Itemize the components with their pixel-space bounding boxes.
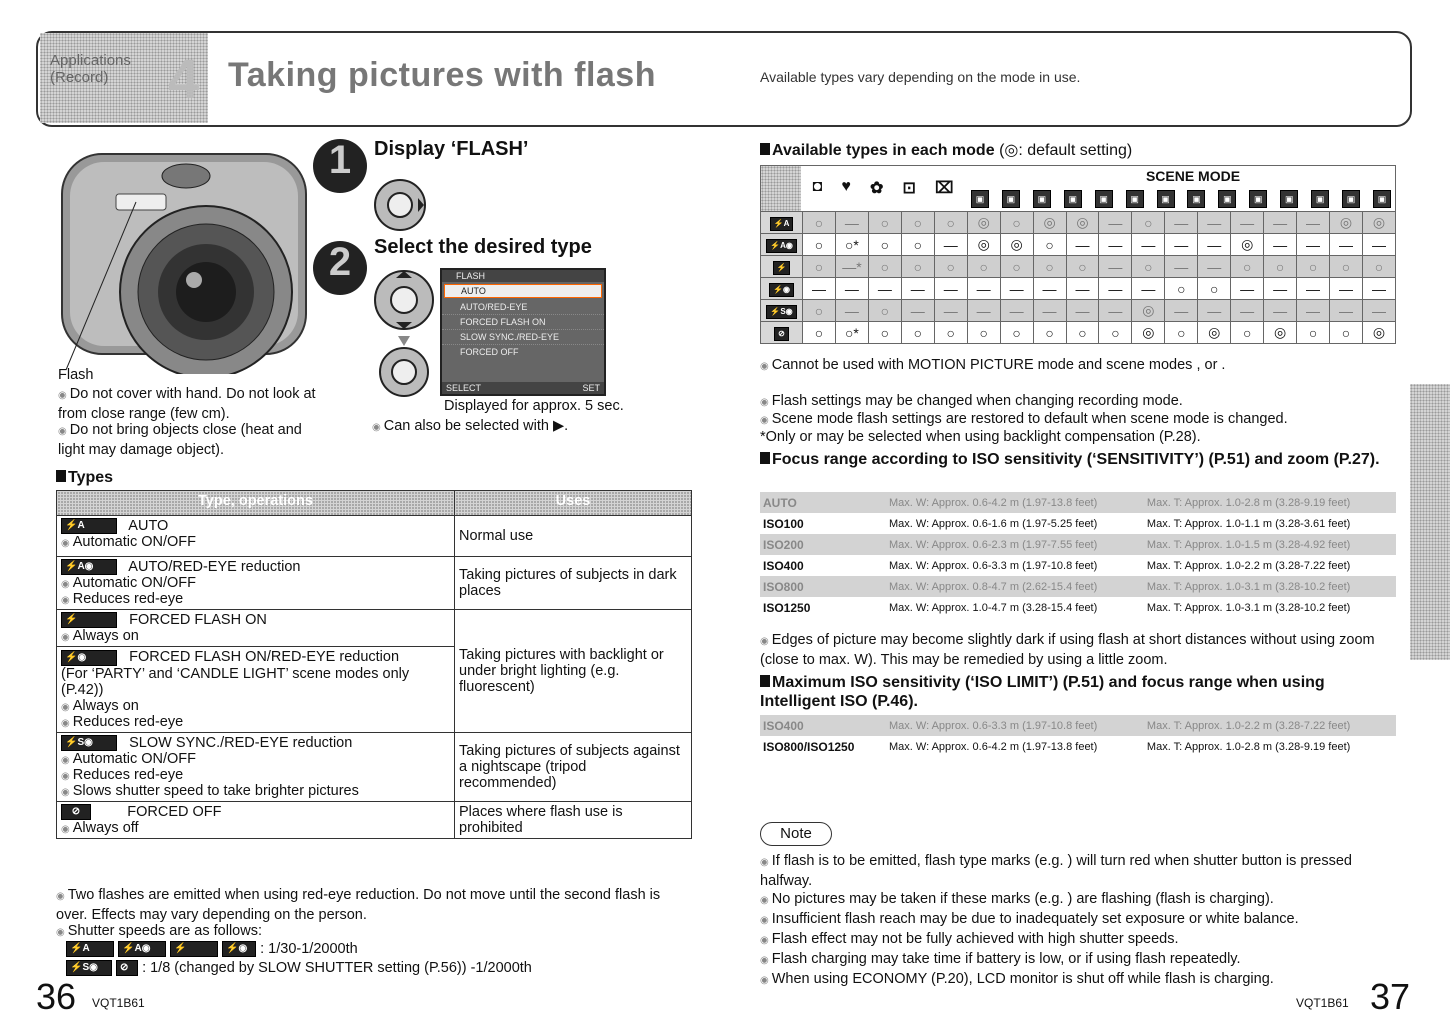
- type-detail: ◉ Reduces red-eye: [61, 767, 450, 783]
- mode-cell: —: [901, 278, 934, 300]
- iso-range: Max. T: Approx. 1.0-1.5 m (3.28-4.92 feet): [1144, 534, 1396, 555]
- mode-cell: —: [1231, 278, 1264, 300]
- scene-mode-icon: ▣: [1249, 190, 1267, 208]
- type-detail: ◉ Automatic ON/OFF: [61, 575, 450, 591]
- mode-cell: ○: [868, 300, 901, 322]
- mode-cell: —: [1198, 234, 1231, 256]
- type-row: [57, 801, 455, 838]
- mode-cell: —: [1000, 278, 1033, 300]
- note-list: [760, 852, 1390, 990]
- note-item: ◉ Flash charging may take time if battery is low, or if using flash repeatedly.: [760, 950, 1390, 970]
- step1-title: Display ‘FLASH’: [374, 138, 529, 160]
- iso-label: ISO400: [763, 558, 804, 573]
- side-tab: [1410, 384, 1450, 660]
- mode-cell: —: [1198, 212, 1231, 234]
- flash-slow-sync-icon: ⚡S◉: [66, 960, 112, 976]
- iso-row: [760, 736, 1396, 757]
- iso-row: [760, 597, 1396, 618]
- mode-cell: ◎: [1231, 234, 1264, 256]
- macro-mode-icon: ✿: [869, 180, 884, 197]
- mode-cell: ○: [1066, 256, 1099, 278]
- iso-range: Max. W: Approx. 0.6-1.6 m (1.97-5.25 feet): [889, 517, 1098, 530]
- scene-mode-icon: ▣: [1311, 190, 1329, 208]
- type-use: Normal use: [455, 516, 692, 557]
- type-detail: ◉ Reduces red-eye: [61, 714, 450, 730]
- camera-note: ◉ Do not cover with hand. Do not look at from close range (few cm).: [58, 385, 320, 423]
- iso-label: AUTO: [760, 492, 886, 513]
- max-iso-heading-text: Maximum ISO sensitivity (‘ISO LIMIT’) (P.51) and focus range when using Intelligent ISO (P.46).: [760, 674, 1325, 710]
- type-detail: ◉ Automatic ON/OFF: [61, 534, 450, 550]
- col-operations-header: Type, operations: [57, 491, 455, 516]
- intelligent-mode-icon: ⊡: [902, 180, 916, 197]
- type-name: AUTO: [128, 518, 169, 534]
- mode-cell: —: [967, 300, 1000, 322]
- mode-cell: —: [1165, 234, 1198, 256]
- type-detail: ◉ Automatic ON/OFF: [61, 751, 450, 767]
- iso-row: [760, 534, 1396, 555]
- camera-mode-icon: ◘: [812, 178, 823, 195]
- flash-auto-icon: ⚡A: [66, 941, 114, 957]
- iso-label: ISO400: [760, 715, 886, 736]
- flash-forced-on-icon: ⚡: [170, 941, 218, 957]
- mode-cell: ○: [803, 234, 836, 256]
- flash-auto-redeye-icon: ⚡A◉: [61, 559, 117, 575]
- lcd-item: FORCED FLASH ON: [442, 315, 604, 330]
- iso-range: Max. T: Approx. 1.0-2.8 m (3.28-9.19 feet): [1146, 740, 1351, 753]
- iso-label: ISO800: [760, 576, 886, 597]
- mode-cell: ○: [1362, 256, 1395, 278]
- mode-cell: ○: [1066, 322, 1099, 344]
- available-heading-text: Available types in each mode: [772, 142, 995, 159]
- type-name: FORCED OFF: [127, 803, 222, 820]
- flash-forced-on-redeye-icon: ⚡◉: [222, 941, 256, 957]
- step2-title: Select the desired type: [374, 236, 592, 258]
- mode-cell: ◎: [1362, 322, 1395, 344]
- mode-table: [760, 211, 1396, 344]
- mode-cell: ○: [1033, 256, 1066, 278]
- shutter-speed-2: [66, 959, 532, 977]
- lcd-header: FLASH: [442, 270, 604, 282]
- mode-cell: ○: [803, 212, 836, 234]
- mode-cell: ○: [803, 300, 836, 322]
- mode-row: [761, 212, 1396, 234]
- type-detail: ◉ Always off: [61, 820, 450, 836]
- mode-cell: ○: [1000, 322, 1033, 344]
- mode-cell: ○: [1330, 322, 1363, 344]
- type-row: [57, 557, 455, 610]
- iso-row: [760, 715, 1396, 736]
- type-detail: ◉ Always on: [61, 698, 450, 714]
- mode-cell: —: [868, 278, 901, 300]
- camera-note: ◉ Do not bring objects close (heat and light may damage object).: [58, 421, 320, 459]
- scene-mode-icon: ▣: [1126, 190, 1144, 208]
- scene-mode-icon: ▣: [1373, 190, 1391, 208]
- mode-cell: —: [1231, 300, 1264, 322]
- mode-cell: —: [1362, 278, 1395, 300]
- mode-cell: —: [1165, 300, 1198, 322]
- lcd-item: AUTO/RED-EYE: [442, 300, 604, 315]
- flash-type-icon: ⚡◉: [769, 283, 794, 297]
- scene-mode-icon: ▣: [1064, 190, 1082, 208]
- mode-table-header: [760, 165, 1396, 213]
- mode-cell: —: [1000, 300, 1033, 322]
- mode-row: [761, 322, 1396, 344]
- mode-cell: ○*: [835, 322, 868, 344]
- note-item: ◉ No pictures may be taken if these marks (e.g. ) are flashing (flash is charging).: [760, 890, 1390, 910]
- flash-off-icon: ⊘: [61, 804, 91, 820]
- types-heading: [56, 469, 113, 487]
- type-row: [57, 610, 455, 647]
- mode-cell: —: [1033, 300, 1066, 322]
- mode-cell: —: [1099, 278, 1132, 300]
- scene-mode-label: SCENE MODE: [1145, 168, 1241, 184]
- flash-auto-icon: ⚡A: [61, 518, 117, 534]
- mode-cell: —: [1198, 256, 1231, 278]
- mode-cell: ○: [1099, 322, 1132, 344]
- iso-range: Max. W: Approx. 0.6-3.3 m (1.97-10.8 feet): [889, 559, 1098, 572]
- mode-cell: —: [1297, 300, 1330, 322]
- mode-cell: ○: [868, 256, 901, 278]
- mode-cell: ○: [901, 234, 934, 256]
- focus-range-note: ◉ Edges of picture may become slightly dark if using flash at short distances without using zoom (close to max. W). This may be remedied by using a little zoom.: [760, 631, 1396, 669]
- mode-cell: ◎: [1330, 212, 1363, 234]
- note-item: ◉ When using ECONOMY (P.20), LCD monitor is shut off while flash is charging.: [760, 970, 1390, 990]
- mode-cell: —: [934, 278, 967, 300]
- col-uses-header: Uses: [455, 491, 692, 516]
- iso-label: ISO800/ISO1250: [763, 739, 855, 754]
- note-box-title: Note: [760, 822, 832, 846]
- type-detail: ◉ Slows shutter speed to take brighter pictures: [61, 783, 450, 799]
- flash-forced-on-icon: ⚡: [61, 612, 117, 628]
- mode-cell: —: [1297, 234, 1330, 256]
- section-tag-text: Applications (Record): [50, 52, 131, 86]
- iso-range: Max. W: Approx. 0.6-3.3 m (1.97-10.8 feet): [886, 715, 1144, 736]
- mode-cell: ◎: [1132, 322, 1165, 344]
- iso-range: Max. T: Approx. 1.0-1.1 m (3.28-3.61 feet): [1146, 517, 1351, 530]
- mode-cell: ○: [967, 256, 1000, 278]
- mode-cell: ◎: [1362, 212, 1395, 234]
- scene-mode-icon: ▣: [1218, 190, 1236, 208]
- mode-cell: —: [1198, 300, 1231, 322]
- display-note: Displayed for approx. 5 sec.: [444, 398, 624, 414]
- mode-cell: —: [1132, 234, 1165, 256]
- mode-cell: ○: [868, 234, 901, 256]
- type-row: [57, 516, 455, 557]
- mode-cell: ○: [1297, 256, 1330, 278]
- mode-cell: ○: [1231, 256, 1264, 278]
- note-item: ◉ Flash effect may not be fully achieved with high shutter speeds.: [760, 930, 1390, 950]
- type-name: AUTO/RED-EYE reduction: [128, 559, 301, 575]
- iso-row: [760, 555, 1396, 576]
- step1-number: 1: [328, 138, 352, 182]
- type-detail: ◉ Always on: [61, 628, 450, 644]
- shutter-speed-1-text: : 1/30-1/2000th: [260, 941, 358, 957]
- mode-cell: —: [1165, 212, 1198, 234]
- mode-cell: —: [1330, 234, 1363, 256]
- mode-cell: ○: [901, 322, 934, 344]
- mode-cell: ○: [1132, 256, 1165, 278]
- mode-cell: —: [835, 212, 868, 234]
- mode-cell: ○: [967, 322, 1000, 344]
- type-use: Taking pictures of subjects against a nightscape (tripod recommended): [455, 732, 692, 801]
- available-heading: [760, 140, 1132, 160]
- iso-row: [760, 492, 1396, 513]
- scene-mode-icon: ▣: [1280, 190, 1298, 208]
- model-code-left: VQT1B61: [92, 996, 145, 1010]
- type-name: FORCED FLASH ON: [129, 612, 267, 629]
- updown-button-icon: [370, 268, 438, 398]
- type-use: Taking pictures of subjects in dark places: [455, 557, 692, 610]
- iso-range: Max. W: Approx. 0.8-4.7 m (2.62-15.4 feet): [886, 576, 1144, 597]
- mode-cell: —: [901, 300, 934, 322]
- mode-cell: ○: [1297, 322, 1330, 344]
- shutter-speed-2-text: : 1/8 (changed by SLOW SHUTTER setting (P.56)) -1/2000th: [142, 960, 532, 976]
- iso-range: Max. T: Approx. 1.0-2.2 m (3.28-7.22 feet): [1146, 559, 1351, 572]
- mode-cell: ◎: [967, 212, 1000, 234]
- mode-note: ◉ Cannot be used with MOTION PICTURE mode and scene modes , or .: [760, 356, 1394, 376]
- mode-cell: ○: [1000, 212, 1033, 234]
- type-extra: (For ‘PARTY’ and ‘CANDLE LIGHT’ scene modes only (P.42)): [61, 665, 410, 698]
- mode-cell: —: [803, 278, 836, 300]
- flash-type-icon: ⚡S◉: [766, 305, 796, 319]
- note-item: ◉ If flash is to be emitted, flash type marks (e.g. ) will turn red when shutter button is pressed halfway.: [760, 852, 1390, 890]
- mode-cell: —: [1066, 234, 1099, 256]
- flash-type-icon: ⚡: [773, 261, 791, 275]
- mode-cell: —: [1330, 300, 1363, 322]
- type-use: Taking pictures with backlight or under bright lighting (e.g. fluorescent): [455, 610, 692, 732]
- cursor-button-icon: [372, 178, 428, 232]
- mode-cell: —: [1362, 234, 1395, 256]
- mode-cell: —: [1066, 278, 1099, 300]
- mode-cell: ○: [1231, 322, 1264, 344]
- mode-cell: —: [1264, 300, 1297, 322]
- iso-range: Max. T: Approx. 1.0-3.1 m (3.28-10.2 feet): [1144, 576, 1396, 597]
- mode-cell: —: [1033, 278, 1066, 300]
- mode-cell: ◎: [1198, 322, 1231, 344]
- scene-mode-icon: ▣: [971, 190, 989, 208]
- mode-note: ◉ Flash settings may be changed when changing recording mode.: [760, 392, 1183, 412]
- iso-range: Max. W: Approx. 0.6-2.3 m (1.97-7.55 feet): [886, 534, 1144, 555]
- mode-cell: —: [1066, 300, 1099, 322]
- mode-cell: —: [835, 278, 868, 300]
- mode-cell: —: [835, 300, 868, 322]
- iso-label: ISO100: [763, 516, 804, 531]
- mode-cell: ○: [868, 322, 901, 344]
- max-iso-table: [760, 715, 1396, 757]
- page-number-right: 37: [1370, 976, 1411, 1017]
- lcd-item: FORCED OFF: [460, 347, 519, 357]
- mode-cell: —: [1264, 234, 1297, 256]
- also-select-note: ◉ Can also be selected with ▶.: [372, 417, 568, 437]
- iso-range: Max. W: Approx. 0.6-4.2 m (1.97-13.8 feet): [889, 740, 1098, 753]
- flash-type-icon: ⚡A◉: [766, 239, 797, 253]
- lcd-footer-set: SET: [582, 383, 600, 393]
- mode-cell: ○: [1132, 212, 1165, 234]
- iso-range: Max. T: Approx. 1.0-2.8 m (3.28-9.19 feet): [1144, 492, 1396, 513]
- mode-row: [761, 278, 1396, 300]
- max-iso-heading: [760, 673, 1396, 711]
- mode-cell: —: [1165, 256, 1198, 278]
- types-heading-text: Types: [68, 469, 114, 486]
- type-name: SLOW SYNC./RED-EYE reduction: [129, 734, 353, 751]
- mode-cell: —: [1297, 212, 1330, 234]
- heart-mode-icon: ♥: [841, 178, 851, 195]
- types-table: [56, 490, 692, 839]
- mode-cell: —: [1099, 234, 1132, 256]
- mode-cell: —: [1099, 300, 1132, 322]
- mode-cell: —: [967, 278, 1000, 300]
- scene-mode-icon: ▣: [1187, 190, 1205, 208]
- flash-type-icon: ⊘: [774, 327, 789, 341]
- scene-mode-icon: ▣: [1002, 190, 1020, 208]
- focus-range-table: [760, 492, 1396, 618]
- type-row: [57, 732, 455, 801]
- scene-icon-row: [971, 190, 1391, 210]
- shutter-note: ◉ Shutter speeds are as follows:: [56, 922, 262, 942]
- mode-cell: ○: [934, 322, 967, 344]
- header-subtitle: Available types vary depending on the mode in use.: [760, 69, 1081, 85]
- mode-row: [761, 300, 1396, 322]
- mode-cell: ◎: [1033, 212, 1066, 234]
- flash-label: Flash: [58, 367, 94, 383]
- mode-cell: —: [1132, 278, 1165, 300]
- type-name: FORCED FLASH ON/RED-EYE reduction: [129, 649, 400, 666]
- chapter-number: 4: [168, 47, 200, 110]
- iso-range: Max. W: Approx. 1.0-4.7 m (3.28-15.4 feet): [889, 601, 1098, 614]
- clipboard-mode-icon: ⌧: [934, 180, 954, 197]
- focus-range-heading-text: Focus range according to ISO sensitivity (‘SENSITIVITY’) (P.51) and zoom (P.27).: [772, 451, 1380, 468]
- lcd-screen: [440, 268, 606, 396]
- mode-cell: ○: [1330, 256, 1363, 278]
- mode-note: ◉ Scene mode flash settings are restored to default when scene mode is changed.: [760, 410, 1288, 430]
- mode-cell: ○*: [835, 234, 868, 256]
- mode-cell: ◎: [1264, 322, 1297, 344]
- mode-cell: —*: [835, 256, 868, 278]
- mode-cell: —: [1264, 278, 1297, 300]
- mode-row: [761, 234, 1396, 256]
- mode-cell: —: [1099, 212, 1132, 234]
- flash-slow-sync-icon: ⚡S◉: [61, 735, 117, 751]
- lcd-item-selected: AUTO: [444, 284, 602, 298]
- type-row: [57, 647, 455, 732]
- focus-range-heading: [760, 450, 1394, 469]
- mode-cell: ○: [868, 212, 901, 234]
- scene-mode-icon: ▣: [1033, 190, 1051, 208]
- mode-cell: —: [1099, 256, 1132, 278]
- mode-cell: ◎: [1132, 300, 1165, 322]
- mode-row: [761, 256, 1396, 278]
- mode-cell: —: [1231, 212, 1264, 234]
- mode-cell: ○: [803, 322, 836, 344]
- mode-cell: ○: [901, 212, 934, 234]
- lcd-footer-select: SELECT: [446, 383, 482, 393]
- mode-cell: ○: [1264, 256, 1297, 278]
- mode-cell: ○: [1165, 278, 1198, 300]
- mode-cell: ○: [1033, 234, 1066, 256]
- scene-mode-icon: ▣: [1342, 190, 1360, 208]
- flash-off-icon: ⊘: [116, 960, 138, 976]
- note-item: ◉ Insufficient flash reach may be due to inadequately set exposure or white balance.: [760, 910, 1390, 930]
- iso-range: Max. T: Approx. 1.0-3.1 m (3.28-10.2 feet): [1146, 601, 1351, 614]
- mode-note: *Only or may be selected when using backlight compensation (P.28).: [760, 429, 1201, 445]
- mode-cell: —: [934, 300, 967, 322]
- iso-range: Max. W: Approx. 0.6-4.2 m (1.97-13.8 feet): [886, 492, 1144, 513]
- scene-mode-icon: ▣: [1157, 190, 1175, 208]
- mode-cell: —: [1297, 278, 1330, 300]
- mode-cell: ○: [1198, 278, 1231, 300]
- mode-cell: ○: [901, 256, 934, 278]
- mode-cell: —: [1362, 300, 1395, 322]
- iso-label: ISO1250: [763, 600, 811, 615]
- mode-cell: —: [1264, 212, 1297, 234]
- mode-cell: —: [934, 234, 967, 256]
- lcd-item: SLOW SYNC./RED-EYE: [442, 330, 604, 345]
- scene-mode-icon: ▣: [1095, 190, 1113, 208]
- default-setting-note: (◎: default setting): [999, 142, 1133, 159]
- mode-cell: ○: [803, 256, 836, 278]
- flash-auto-redeye-icon: ⚡A◉: [118, 941, 166, 957]
- redeye-note: ◉ Two flashes are emitted when using red-eye reduction. Do not move until the second flash is over. Effects may vary depending on the person.: [56, 886, 686, 924]
- model-code-right: VQT1B61: [1296, 996, 1349, 1010]
- mode-cell: ◎: [1066, 212, 1099, 234]
- step2-number: 2: [328, 240, 352, 284]
- mode-cell: ◎: [1000, 234, 1033, 256]
- iso-row: [760, 513, 1396, 534]
- mode-cell: —: [1330, 278, 1363, 300]
- flash-type-icon: ⚡A: [770, 217, 794, 231]
- type-detail: ◉ Reduces red-eye: [61, 591, 450, 607]
- page-title: Taking pictures with flash: [228, 56, 656, 94]
- mode-cell: ○: [1165, 322, 1198, 344]
- mode-cell: ○: [934, 212, 967, 234]
- camera-illustration: [56, 142, 318, 374]
- mode-cell: ○: [934, 256, 967, 278]
- mode-cell: ◎: [967, 234, 1000, 256]
- type-use: Places where flash use is prohibited: [455, 801, 692, 838]
- shutter-speed-1: [66, 940, 358, 958]
- iso-range: Max. T: Approx. 1.0-2.2 m (3.28-7.22 feet): [1144, 715, 1396, 736]
- flash-forced-on-redeye-icon: ⚡◉: [61, 650, 117, 666]
- mode-cell: ○: [1033, 322, 1066, 344]
- page-number-left: 36: [36, 976, 77, 1017]
- mode-cell: ○: [1000, 256, 1033, 278]
- iso-label: ISO200: [760, 534, 886, 555]
- iso-row: [760, 576, 1396, 597]
